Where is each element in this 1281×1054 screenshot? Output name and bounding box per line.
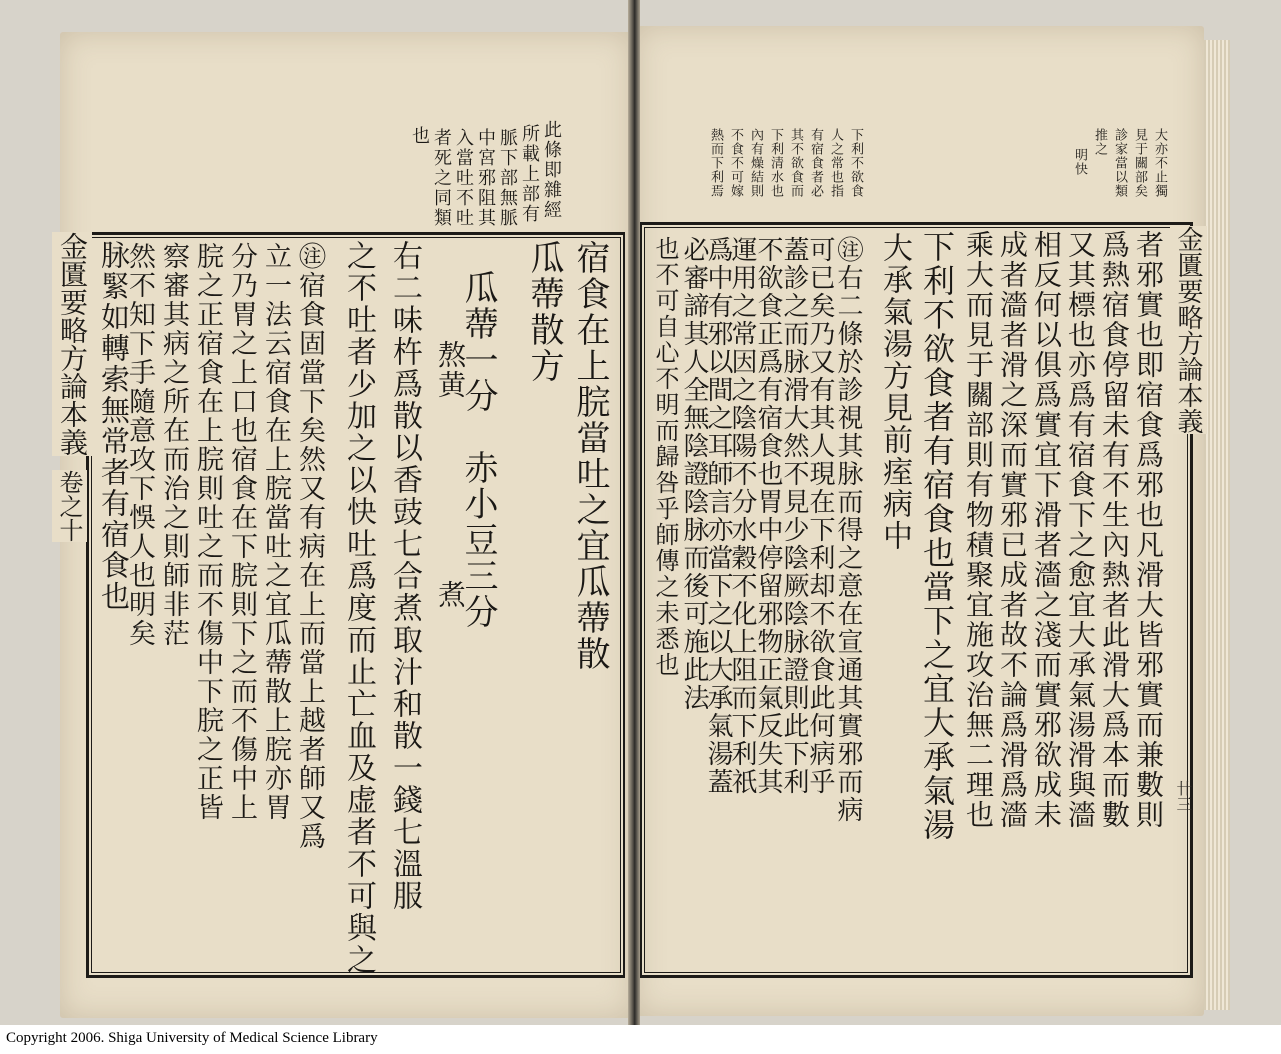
right-main-10: 可已矣乃又有其人現在下利却不欲食此何病乎 [805, 236, 835, 796]
right-main-12: 不欲食正爲有宿食也胃中停留邪物正氣反失其 [753, 236, 783, 796]
left-main-10: 立一法云宿食在上脘當吐之宜瓜蔕散上脘亦胃 [260, 242, 291, 822]
right-note-6: 下利不欲食 [848, 128, 863, 198]
left-note-7: 也 [409, 126, 430, 146]
right-main-3: 又其標也亦爲有宿食下之愈宜大承氣湯滑與濇 [1064, 230, 1097, 830]
right-main-5: 成者濇者滑之深而實邪已成者故不論爲滑爲濇 [996, 230, 1029, 830]
folio-number: 卄三 [1174, 780, 1193, 812]
left-main-12: 脘之正宿食在上脘則吐之而不傷中下脘之正皆 [192, 242, 223, 822]
right-note-12: 不食不可嫁 [728, 128, 743, 198]
right-main-16: 也不可自心不明而歸咎乎師傳之未悉也 [651, 236, 679, 678]
right-main-13: 運用之常因之陰陽不分水穀不化上阻而下利祇 [727, 236, 757, 796]
right-note-11: 內有燥結則 [748, 128, 763, 198]
right-note-5: 明快 [1072, 148, 1087, 176]
left-note-1: 此條即雜經 [541, 120, 562, 220]
right-main-1: 者邪實也即宿食爲邪也凡滑大皆邪實而兼數則 [1132, 230, 1165, 830]
left-main-13: 察審其病之所在而治之則師非茫 [158, 242, 189, 648]
right-note-1: 大亦不止獨 [1152, 128, 1167, 198]
page-edges [1204, 40, 1230, 1010]
left-main-14: 然不知下手隨意攻下悞人也明矣 [124, 242, 155, 648]
left-note-5: 入當吐不吐 [453, 128, 474, 228]
right-note-3: 診家當以類 [1112, 128, 1127, 198]
left-main-15: 脉緊如轉索無常者有宿食也 [97, 240, 131, 612]
left-main-9: ㊟宿食固當下矣然又有病在上而當上越者師又爲 [294, 242, 325, 851]
left-note-6: 者死之同類 [431, 128, 452, 228]
copyright-footer: Copyright 2006. Shiga University of Medical Science Library [6, 1030, 378, 1046]
right-note-10: 下利清水也 [768, 128, 783, 198]
right-main-9: ㊟右二條於診視其脉而得之意在宣通其實邪而病 [833, 236, 863, 824]
left-main-3: 瓜蔕一分 [458, 270, 498, 414]
left-main-5: 赤小豆三分 [458, 450, 498, 630]
right-main-2: 爲熱宿食停留未有不生內熱者此滑大爲本而數 [1098, 230, 1131, 830]
right-main-7: 下利不欲食者有宿食也當下之宜大承氣湯 [918, 230, 956, 842]
right-main-14: 爲中有邪以間之耳師言亦當下之以大承氣湯蓋 [703, 236, 733, 796]
left-main-6: 煮 [434, 580, 467, 610]
left-main-2: 瓜蔕散方 [524, 240, 564, 384]
right-main-6: 乘大而見于關部則有物積聚宜施攻治無二理也 [962, 230, 995, 830]
right-note-9: 其不欲食而 [788, 128, 803, 198]
left-main-4: 熬黄 [434, 340, 467, 400]
left-note-2: 所載上部有 [519, 124, 540, 224]
right-note-8: 有宿食者必 [808, 128, 823, 198]
left-main-11: 分乃胃之上口也宿食在下脘則下之而不傷中上 [226, 242, 257, 822]
book-gutter [628, 0, 640, 1025]
right-main-11: 蓋診之而脉滑大然不見少陰厥陰脉證則此下利 [779, 236, 809, 796]
right-main-8: 大承氣湯方見前痓病中 [877, 232, 912, 552]
left-note-3: 脈下部無脈 [497, 128, 518, 228]
right-note-13: 熱而下利焉 [708, 128, 723, 198]
right-side-title: 金匱要略方論本義 [1170, 226, 1207, 434]
left-main-7: 右二味杵爲散以香豉七合煮取汁和散一錢七溫服 [387, 240, 422, 912]
right-main-15: 必審諦其人全無陰證陰脉而後可施此法 [679, 236, 709, 712]
right-note-7: 人之常也指 [828, 128, 843, 198]
right-note-4: 推之 [1092, 128, 1107, 156]
left-main-8: 之不吐者少加之以快吐爲度而止亡血及虚者不可與之 [341, 240, 376, 976]
left-chapter-label: 卷之十 [52, 470, 87, 542]
right-note-2: 見于關部矣 [1132, 128, 1147, 198]
right-main-4: 相反何以俱爲實宜下滑者濇之淺而實邪欲成未 [1030, 230, 1063, 830]
left-note-4: 中宮邪阻其 [475, 128, 496, 228]
left-side-title: 金匱要略方論本義 [52, 232, 92, 456]
left-main-1: 宿食在上脘當吐之宜瓜蔕散 [570, 240, 610, 672]
